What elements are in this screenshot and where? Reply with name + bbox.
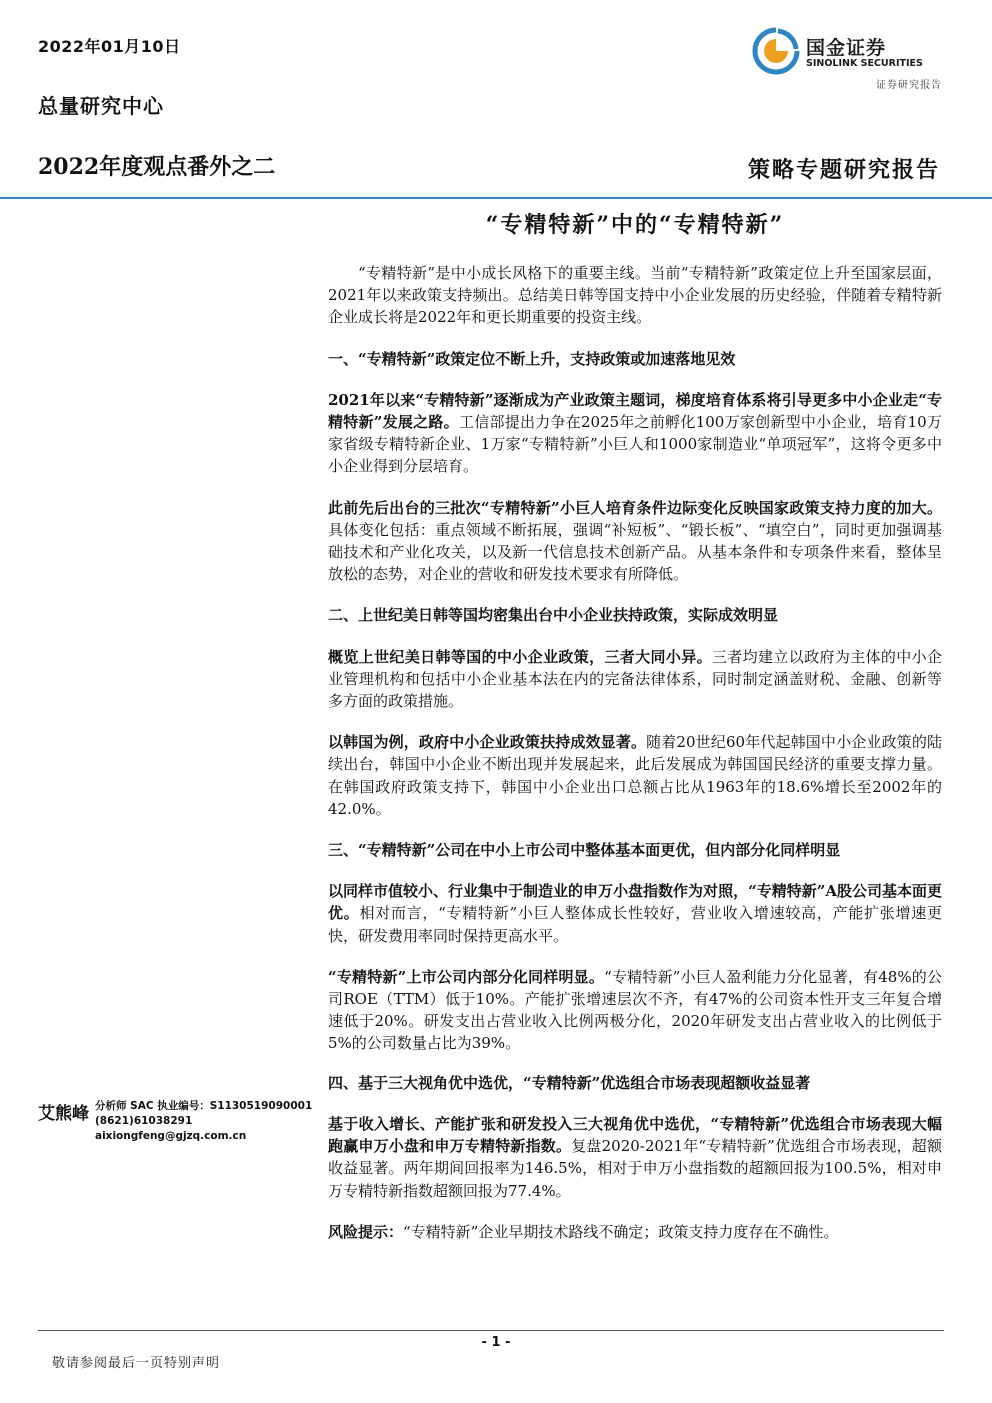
- paragraph-lead: 此前先后出台的三批次“专精特新”小巨人培育条件边际变化反映国家政策支持力度的加大。: [328, 498, 942, 517]
- risk-warning: [328, 1221, 942, 1243]
- research-center-name: 总量研究中心: [38, 94, 164, 118]
- risk-text: “专精特新”企业早期技术路线不确定；政策支持力度存在不确性。: [403, 1222, 839, 1241]
- report-date: 2022年01月10日: [38, 37, 181, 56]
- paragraph-body: 随着20世纪60年代起韩国中小企业政策的陆续出台，韩国中小企业不断出现并发展起来，此后发展成为韩国国民经济的重要支撑力量。在韩国政府政策支持下，韩国中小企业出口总额占比从1963年的18.6%增长至2002年的42.0%。: [328, 733, 942, 818]
- section-heading: 一、“专精特新”政策定位不断上升，支持政策或加速落地见效: [328, 349, 736, 368]
- series-label: 证券研究报告: [876, 80, 942, 91]
- intro-paragraph: “专精特新”是中小成长风格下的重要主线。当前“专精特新”政策定位上升至国家层面，2021年以来政策支持频出。总结美日韩等国支持中小企业发展的历史经验，伴随着专精特新企业成长将是2022年和更长期重要的投资主线。: [328, 264, 942, 327]
- section-heading: 四、基于三大视角优中选优，“专精特新”优选组合市场表现超额收益显著: [328, 1073, 811, 1092]
- section-paragraph: [328, 880, 942, 947]
- section-paragraph: [328, 966, 942, 1055]
- paragraph-lead: 概览上世纪美日韩等国的中小企业政策，三者大同小异。: [328, 647, 712, 666]
- section-paragraph: [328, 1113, 942, 1202]
- company-logo: [752, 27, 952, 79]
- section-paragraph: [328, 731, 942, 820]
- paragraph-body: 复盘2020-2021年“专精特新”优选组合市场表现，超额收益显著。两年期间回报率为146.5%，相对于申万小盘指数的超额回报为100.5%，相对申万专精特新指数超额回报为77.4%。: [328, 1137, 942, 1200]
- footer-divider: [38, 1330, 944, 1331]
- section-paragraph: [328, 389, 942, 478]
- footer-disclaimer: 敬请参阅最后一页特别声明: [52, 1356, 221, 1371]
- report-type: 策略专题研究报告: [747, 157, 940, 183]
- section-paragraph: [328, 497, 942, 586]
- logo-text-cn: 国金证券: [806, 37, 887, 59]
- paragraph-body: “专精特新”小巨人盈利能力分化显著，有48%的公司ROE（TTM）低于10%。产能扩张增速层次不齐，有47%的公司资本性开支三年复合增速低于20%。研发支出占营业收入比例两极分化，2020年研发支出占营业收入的比例低于5%的公司数量占比为39%。: [328, 967, 942, 1053]
- paragraph-lead: 2021年以来“专精特新”逐渐成为产业政策主题词，梯度培育体系将引导更多中小企业走“专精特新”发展之路。: [328, 390, 942, 432]
- page-number: - 1 -: [481, 1335, 511, 1350]
- paragraph-body: 相对而言，“专精特新”小巨人整体成长性较好，营业收入增速较高，产能扩张增速更快，研发费用率同时保持更高水平。: [328, 904, 942, 945]
- analyst-cert: 分析师 SAC 执业编号：S1130519090001: [95, 1100, 313, 1112]
- main-content: [328, 262, 942, 1243]
- paragraph-lead: 以韩国为例，政府中小企业政策扶持成效显著。: [328, 733, 647, 752]
- risk-label: 风险提示：: [328, 1222, 404, 1241]
- analyst-phone: (8621)61038291: [95, 1115, 193, 1127]
- paragraph-lead: 以同样市值较小、行业集中于制造业的申万小盘指数作为对照，“专精特新”A股公司基本面更优。: [328, 882, 942, 923]
- section-heading: 二、上世纪美日韩等国均密集出台中小企业扶持政策，实际成效明显: [328, 606, 779, 625]
- sinolink-logo-icon: [752, 27, 800, 75]
- paragraph-body: 具体变化包括：重点领域不断拓展，强调“补短板”、“锻长板”、“填空白”，同时更加强调基础技术和产业化攻关，以及新一代信息技术创新产品。从基本条件和专项条件来看，整体呈放松的态势，对企业的营收和研发技术要求有所降低。: [328, 520, 942, 584]
- paragraph-lead: “专精特新”上市公司内部分化同样明显。: [328, 967, 605, 986]
- analyst-name: 艾熊峰: [38, 1104, 89, 1124]
- section-heading: 三、“专精特新”公司在中小上市公司中整体基本面更优，但内部分化同样明显: [328, 841, 841, 860]
- document-title: “专精特新”中的“专精特新”: [485, 212, 785, 238]
- logo-text-en: SINOLINK SECURITIES: [806, 58, 923, 69]
- analyst-email[interactable]: aixiongfeng@gjzq.com.cn: [95, 1130, 247, 1142]
- header-divider: [0, 197, 992, 199]
- report-subtitle: 2022年度观点番外之二: [38, 154, 276, 180]
- paragraph-lead: 基于收入增长、产能扩张和研发投入三大视角优中选优，“专精特新”优选组合市场表现大幅跑赢申万小盘和申万专精特新指数。: [328, 1114, 942, 1156]
- paragraph-body: 工信部提出力争在2025年之前孵化100万家创新型中小企业，培育10万家省级专精特新企业、1万家“专精特新”小巨人和1000家制造业“单项冠军”，这将令更多中小企业得到分层培育。: [328, 413, 942, 476]
- analyst-info: [95, 1099, 312, 1144]
- paragraph-body: 三者均建立以政府为主体的中小企业管理机构和包括中小企业基本法在内的完备法律体系，同时制定涵盖财税、金融、创新等多方面的政策措施。: [328, 647, 942, 711]
- section-paragraph: [328, 646, 942, 713]
